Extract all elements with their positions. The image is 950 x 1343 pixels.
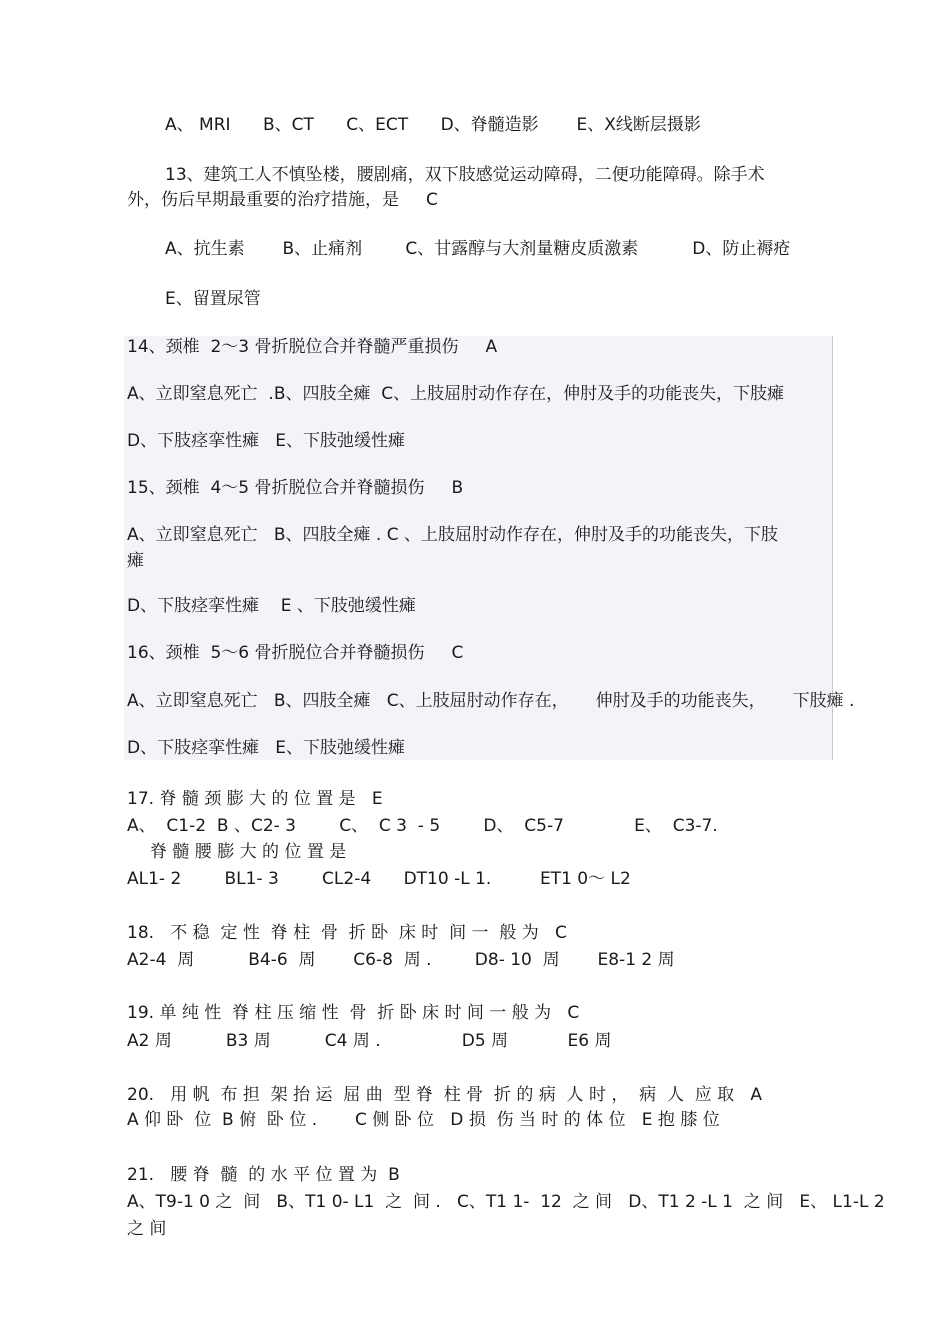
q15-option-row2: D、下肢痉挛性瘫 E 、下肢弛缓性瘫 — [127, 596, 416, 616]
q17-sub-stem: 脊 髓 腰 膨 大 的 位 置 是 — [150, 842, 347, 862]
q13-stem-line1: 13、建筑工人不慎坠楼，腰剧痛，双下肢感觉运动障碍，二便功能障碍。除手术 — [165, 165, 765, 185]
q21-options: A、T9-1 0 之 间 B、T1 0- L1 之 间 . C、T1 1- 12 之 间 D、T1 2 -L 1 之 间 E、 L1-L 2 — [127, 1192, 885, 1212]
q20-stem: 20. 用 帆 布 担 架 抬 运 屈 曲 型 脊 柱 骨 折 的 病 人 时 ， 病 人 应 取 A — [127, 1085, 763, 1105]
q15-stem: 15、颈椎 4～5 骨折脱位合并脊髓损伤 B — [127, 478, 464, 498]
q16-option-row2: D、下肢痉挛性瘫 E、下肢弛缓性瘫 — [127, 738, 406, 758]
q13-options-row2: E、留置尿管 — [165, 289, 261, 309]
q21-options-cont: 之 间 — [127, 1219, 167, 1239]
q17-stem: 17. 脊 髓 颈 膨 大 的 位 置 是 E — [127, 789, 383, 809]
q15-option-row1-cont: 瘫 — [127, 551, 144, 571]
q14-option-row2: D、下肢痉挛性瘫 E、下肢弛缓性瘫 — [127, 431, 406, 451]
q19-stem: 19. 单 纯 性 脊 柱 压 缩 性 骨 折 卧 床 时 间 一 般 为 C — [127, 1003, 580, 1023]
q15-option-row1: A、立即窒息死亡 B、四肢全瘫 . C 、上肢屈肘动作存在，伸肘及手的功能丧失，下肢 — [127, 525, 778, 545]
q13-options-row1: A、抗生素 B、止痛剂 C、甘露醇与大剂量糖皮质激素 D、防止褥疮 — [165, 239, 791, 259]
q12-options: A、 MRI B、CT C、ECT D、脊髓造影 E、X线断层摄影 — [165, 115, 701, 135]
q14-option-row1: A、立即窒息死亡 .B、四肢全瘫 C、上肢屈肘动作存在，伸肘及手的功能丧失，下肢瘫 — [127, 384, 785, 404]
q20-options: A 仰 卧 位 B 俯 卧 位 . C 侧 卧 位 D 损 伤 当 时 的 体 位 E 抱 膝 位 — [127, 1110, 720, 1130]
q17-options: A、 C1-2 B 、C2- 3 C、 C 3 - 5 D、 C5-7 E、 C3-7. — [127, 816, 718, 836]
q14-stem: 14、颈椎 2～3 骨折脱位合并脊髓严重损伤 A — [127, 337, 498, 357]
q16-stem: 16、颈椎 5～6 骨折脱位合并脊髓损伤 C — [127, 643, 464, 663]
q13-stem-line2: 外，伤后早期最重要的治疗措施，是 C — [127, 190, 438, 210]
q16-option-row1: A、立即窒息死亡 B、四肢全瘫 C、上肢屈肘动作存在， 伸肘及手的功能丧失， 下肢瘫 . — [127, 691, 855, 711]
q19-options: A2 周 B3 周 C4 周 . D5 周 E6 周 — [127, 1031, 612, 1051]
q18-options: A2-4 周 B4-6 周 C6-8 周 . D8- 10 周 E8-1 2 周 — [127, 950, 675, 970]
q17-sub-options: AL1- 2 BL1- 3 CL2-4 DT10 -L 1. ET1 0～ L2 — [127, 869, 631, 889]
q18-stem: 18. 不 稳 定 性 脊 柱 骨 折 卧 床 时 间 一 般 为 C — [127, 923, 567, 943]
q21-stem: 21. 腰 脊 髓 的 水 平 位 置 为 B — [127, 1165, 400, 1185]
